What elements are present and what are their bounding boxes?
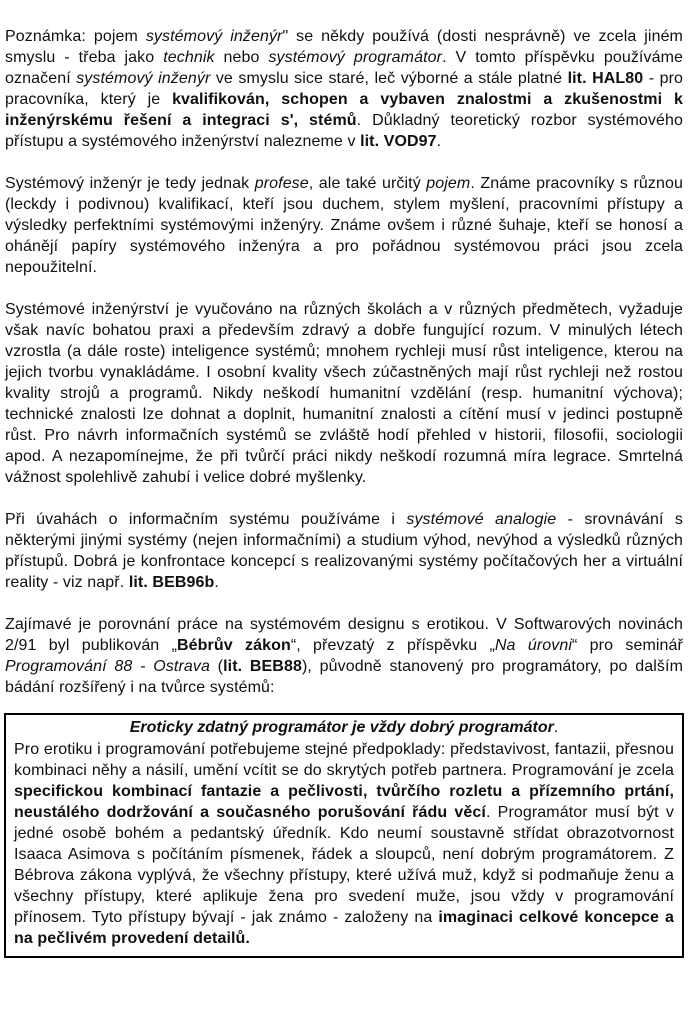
text-run: nebo <box>214 49 269 66</box>
text-run: “, převzatý z příspěvku „ <box>290 637 495 654</box>
text-run: systémový programátor <box>268 49 443 66</box>
text-run: Programování 88 - Ostrava <box>5 658 210 675</box>
text-run: pojem <box>426 175 471 192</box>
paragraph-vyuka-inzenyrstvi <box>5 299 683 488</box>
text-run: . <box>436 133 442 150</box>
text-run: . <box>214 574 219 591</box>
paragraph-profese-pojem <box>5 173 683 278</box>
text-run: lit. HAL80 <box>567 70 644 87</box>
box-body <box>14 739 674 949</box>
text-run: Systémový inženýr je tedy jednak <box>5 175 255 192</box>
text-run: - srovnávání s některými jinými systémy (nejen informačními) a studium výhod, nevýhod a výsledků různých přístupů. Dobrá je konfrontace koncepcí s realizovanými systémy počítačových her a virtuální reality - viz např. <box>5 511 683 591</box>
text-run: “ pro seminář <box>572 637 683 654</box>
text-run: . <box>553 719 559 736</box>
text-run: systémový inženýr <box>76 70 211 87</box>
text-run: . Známe pracovníky s různou (leckdy i podivnou) kvalifikací, kteří jsou duchem, stylem myšlení, pracovními přístupy a výsledky perfektními systémovými inženýry. Známe ovšem i různé šuhaje, kteří se honosí a ohánějí papíry systémového inženýra a pro pořádnou systémovou práci jsou zcela nepoužitelní. <box>5 175 683 276</box>
text-run: Pro erotiku i programování potřebujeme stejné předpoklady: představivost, fantazii, přesnou kombinaci něhy a násilí, umění vcítit se do skrytých potřeb partnera. Programování je zcela <box>14 741 674 779</box>
text-run: systémové analogie <box>406 511 557 528</box>
text-run: Zajímavé je porovnání práce na systémovém designu s erotikou. V Softwarových novinách 2/91 byl publikován „ <box>5 616 683 654</box>
text-run: lit. BEB88 <box>223 658 302 675</box>
text-run: imaginaci celkové koncepce a na pečlivém provedení detailů. <box>14 909 674 947</box>
text-run: Na úrovni <box>494 637 572 654</box>
text-run: kvalifikován, schopen a vybaven znalostmi a zkušenostmi k inženýrskému řešení a integraci s', stémů <box>5 91 683 129</box>
text-run: - pro pracovníka, který je <box>5 70 683 108</box>
text-run: lit. BEB96b <box>128 574 215 591</box>
text-run: technik <box>163 49 215 66</box>
text-run: profese <box>254 175 309 192</box>
text-run: Bébrův zákon <box>177 637 291 654</box>
box-title <box>14 717 674 739</box>
text-run: . Programátor musí být v jedné osobě bohém a pedantský úředník. Kdo neumí soustavně střídat obrazotvornost Isaaca Asimova s počítáním písmenek, řádek a sloupců, není dobrým programátorem. Z Bébrova zákona vyplývá, že všechny přístupy, které užívá muž, když si podmaňuje ženu a všechny přístupy, které aplikuje žena pro svedení muže, jsou vždy v programování přínosem. Tyto přístupy bývají - jak známo - založeny na <box>14 804 674 926</box>
paragraph-poznamka <box>5 26 683 152</box>
text-run: ve smyslu sice staré, leč výborné a stále platné <box>210 70 568 87</box>
text-run: Systémové inženýrství je vyučováno na různých školách a v různých předmětech, vyžaduje však navíc bohatou praxi a především zdravý a dobře fungující rozum. V minulých létech vzrostla (a dále roste) inteligence systémů; mnohem rychleji musí růst inteligence, kterou na jejich tvorbu vynakládáme. I osobní kvality všech zúčastněných mají růst rychleji než rostou kvality strojů a programů. Nikdy neškodí humanitní vzdělání (resp. humanitní výchova); technické znalosti lze dohnat a doplnit, humanitní znalosti a cítění musí v jedinci postupně růst. Pro návrh informačních systémů se zvláště hodí přehled v historii, filosofii, sociologii apod. A nezapomínejme, že při tvůrčí práci nikdy neškodí rozumná míra legrace. Smrtelná vážnost spolehlivě zahubí i velice dobré myšlenky. <box>5 301 683 486</box>
text-run: Při úvahách o informačním systému používáme i <box>5 511 407 528</box>
text-run: Eroticky zdatný programátor je vždy dobrý programátor <box>129 719 554 736</box>
paragraph-bebruv-zakon-uvod <box>5 614 683 698</box>
text-run: Poznámka: pojem <box>5 28 146 45</box>
text-run: . V tomto příspěvku používáme označení <box>5 49 684 87</box>
text-run: , ale také určitý <box>308 175 427 192</box>
text-run: ( <box>209 658 224 675</box>
text-run: ), původně stanovený pro programátory, po dalším bádání rozšířený i na tvůrce systémů: <box>5 658 683 696</box>
text-run: " se někdy používá (dosti nesprávně) ve zcela jiném smyslu - třeba jako <box>5 28 683 66</box>
text-run: systémový inženýr <box>145 28 283 45</box>
bebruv-zakon-box <box>4 713 684 958</box>
text-run: . Důkladný teoretický rozbor systémového přístupu a systémového inženýrství nalezneme v <box>5 112 683 150</box>
text-run: specifickou kombinací fantazie a pečlivosti, tvůrčího rozletu a přízemního prtání, neustálého dodržování a současného porušování řádu věcí <box>14 783 674 821</box>
paragraph-systemove-analogie <box>5 509 683 593</box>
text-run: lit. VOD97 <box>360 133 437 150</box>
